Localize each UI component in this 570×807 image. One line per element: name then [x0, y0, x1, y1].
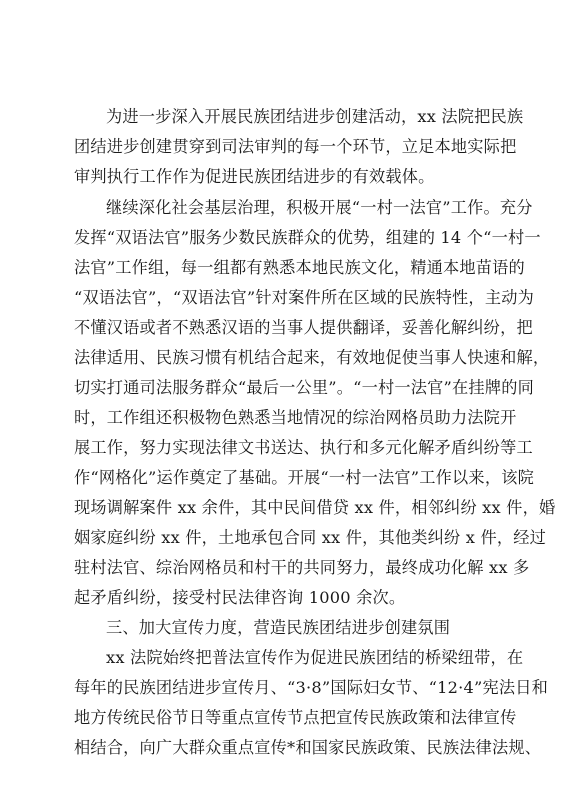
paragraph-line: 时，工作组还积极物色熟悉当地情况的综治网格员助力法院开 [74, 408, 517, 427]
paragraph-line: 相结合，向广大群众重点宣传*和国家民族政策、民族法律法规、 [74, 738, 542, 757]
paragraph-line: 地方传统民俗节日等重点宣传节点把宣传民族政策和法律宣传 [74, 708, 517, 727]
paragraph-line: 法律适用、民族习惯有机结合起来，有效地促使当事人快速和解， [74, 348, 550, 367]
paragraph-line: 发挥“双语法官”服务少数民族群众的优势，组建的 14 个“一村一 [74, 228, 541, 247]
paragraph-line: 为进一步深入开展民族团结进步创建活动，xx 法院把民族 [106, 107, 524, 126]
paragraph-line: 每年的民族团结进步宣传月、“3·8”国际妇女节、“12·4”宪法日和 [74, 678, 548, 697]
paragraph-line: 法官”工作组，每一组都有熟悉本地民族文化，精通本地苗语的 [74, 258, 525, 277]
section-heading: 三、加大宣传力度，营造民族团结进步创建氛围 [106, 618, 451, 637]
paragraph-line: 作“网格化”运作奠定了基础。开展“一村一法官”工作以来，该院 [74, 468, 534, 487]
paragraph-line: 切实打通司法服务群众“最后一公里”。“一村一法官”在挂牌的同 [74, 378, 534, 397]
paragraph-line: “双语法官”，“双语法官”针对案件所在区域的民族特性，主动为 [74, 288, 534, 307]
paragraph-line: 不懂汉语或者不熟悉汉语的当事人提供翻译，妥善化解纠纷，把 [74, 318, 533, 337]
paragraph-line: 起矛盾纠纷，接受村民法律咨询 1000 余次。 [74, 588, 406, 607]
paragraph-line: 现场调解案件 xx 余件，其中民间借贷 xx 件，相邻纠纷 xx 件，婚 [74, 498, 556, 517]
paragraph-line: 展工作，努力实现法律文书送达、执行和多元化解矛盾纠纷等工 [74, 438, 533, 457]
paragraph-line: 继续深化社会基层治理，积极开展“一村一法官”工作。充分 [106, 198, 533, 217]
paragraph-line: xx 法院始终把普法宣传作为促进民族团结的桥梁纽带，在 [106, 648, 524, 667]
paragraph-line: 姻家庭纠纷 xx 件，土地承包合同 xx 件，其他类纠纷 x 件，经过 [74, 528, 547, 547]
paragraph-line: 团结进步创建贯穿到司法审判的每一个环节，立足本地实际把 [74, 137, 517, 156]
paragraph-line: 驻村法官、综治网格员和村干的共同努力，最终成功化解 xx 多 [74, 558, 530, 577]
paragraph-line: 审判执行工作作为促进民族团结进步的有效载体。 [74, 167, 435, 186]
